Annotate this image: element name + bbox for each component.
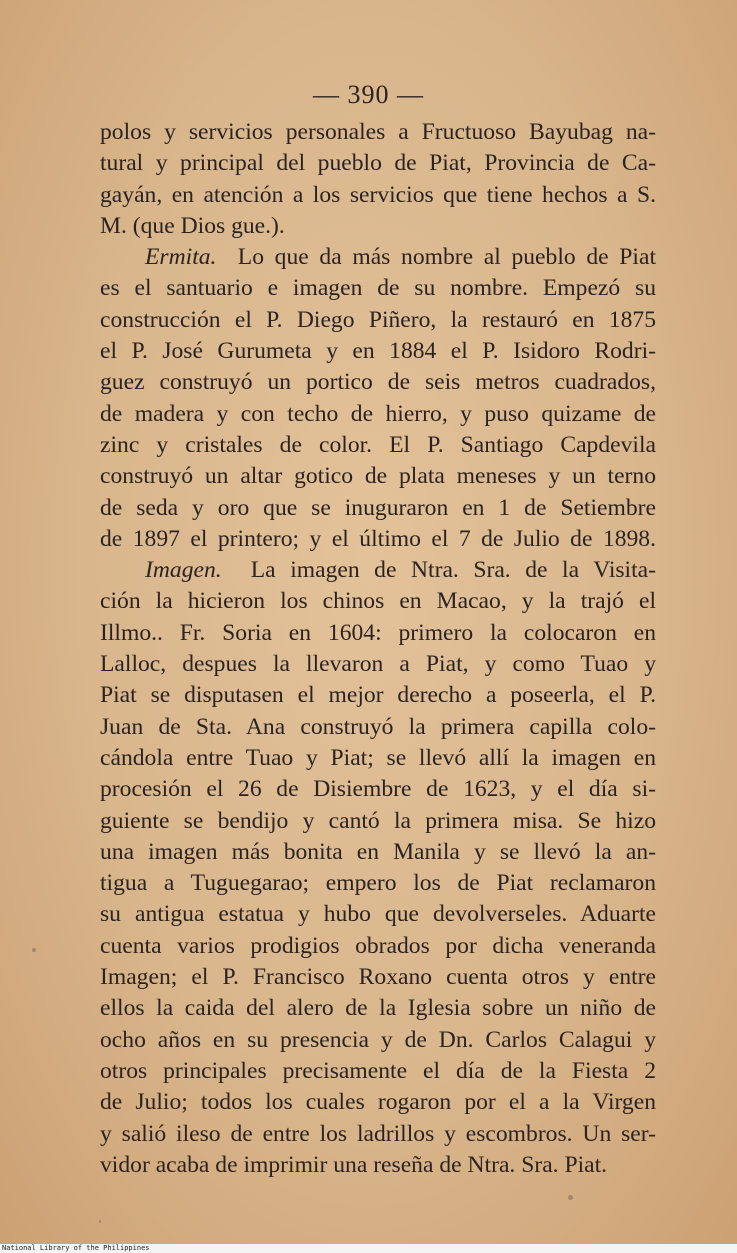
paper-speck: [32, 948, 36, 952]
text-line: su antigua estatua y hubo que devolverseles. Aduarte: [100, 901, 656, 928]
page-number: — 390 —: [313, 80, 424, 109]
text-line: gayán, en atención a los servicios que tiene hechos a S.: [100, 181, 656, 208]
text-line: Imagen. La imagen de Ntra. Sra. de la Visita-: [145, 557, 656, 584]
text-line: zinc y cristales de color. El P. Santiago Capdevila: [100, 431, 656, 458]
text-line: de seda y oro que se inuguraron en 1 de Setiembre: [100, 494, 656, 521]
text-line: es el santuario e imagen de su nombre. Empezó su: [100, 275, 656, 302]
page-body-text: [100, 117, 656, 1181]
text-line: de madera y con techo de hierro, y puso quizame de: [100, 400, 656, 427]
text-line: Illmo.. Fr. Soria en 1604: primero la colocaron en: [100, 619, 656, 646]
text-line: Juan de Sta. Ana construyó la primera capilla colo-: [100, 713, 656, 740]
text-line: tural y principal del pueblo de Piat, Provincia de Ca-: [100, 150, 656, 177]
text-line: construyó un altar gotico de plata meneses y un terno: [100, 463, 656, 490]
text-line: vidor acaba de imprimir una reseña de Ntra. Sra. Piat.: [100, 1151, 608, 1178]
text-line: ocho años en su presencia y de Dn. Carlos Calagui y: [100, 1026, 656, 1053]
text-line: procesión el 26 de Disiembre de 1623, y el día si-: [100, 776, 656, 803]
text-line: Piat se disputasen el mejor derecho a poseerla, el P.: [100, 682, 656, 709]
footer-credit: National Library of the Philippines: [0, 1244, 737, 1253]
text-line: M. (que Dios gue.).: [100, 212, 285, 239]
section-heading-imagen: Imagen.: [145, 557, 222, 584]
text-line: guez construyó un portico de seis metros cuadrados,: [100, 369, 656, 396]
text-line: Ermita. Lo que da más nombre al pueblo de Piat: [145, 244, 656, 271]
text-line: cuenta varios prodigios obrados por dicha veneranda: [100, 932, 656, 959]
text-line: construcción el P. Diego Piñero, la restauró en 1875: [100, 306, 656, 333]
text-line: guiente se bendijo y cantó la primera misa. Se hizo: [100, 807, 656, 834]
section-heading-ermita: Ermita.: [145, 244, 217, 271]
text-line: una imagen más bonita en Manila y se llevó la an-: [100, 838, 656, 865]
paper-speck: [568, 1195, 573, 1200]
text-line: de 1897 el printero; y el último el 7 de Julio de 1898.: [100, 525, 656, 552]
paper-speck: [99, 1220, 101, 1223]
text-line: ellos la caida del alero de la Iglesia sobre un niño de: [100, 995, 656, 1022]
text-line: de Julio; todos los cuales rogaron por el a la Virgen: [100, 1089, 656, 1116]
text-line: el P. José Gurumeta y en 1884 el P. Isidoro Rodri-: [100, 338, 656, 365]
text-line: ción la hicieron los chinos en Macao, y la trajó el: [100, 588, 656, 615]
text-line: Imagen; el P. Francisco Roxano cuenta otros y entre: [100, 964, 656, 991]
text-line: cándola entre Tuao y Piat; se llevó allí la imagen en: [100, 744, 656, 771]
text-line: y salió ileso de entre los ladrillos y escombros. Un ser-: [100, 1120, 656, 1147]
text-line: tigua a Tuguegarao; empero los de Piat reclamaron: [100, 870, 656, 897]
text-line: otros principales precisamente el día de la Fiesta 2: [100, 1057, 656, 1084]
text-line: polos y servicios personales a Fructuoso Bayubag na-: [100, 119, 656, 145]
text-line: Lalloc, despues la llevaron a Piat, y como Tuao y: [100, 651, 656, 678]
